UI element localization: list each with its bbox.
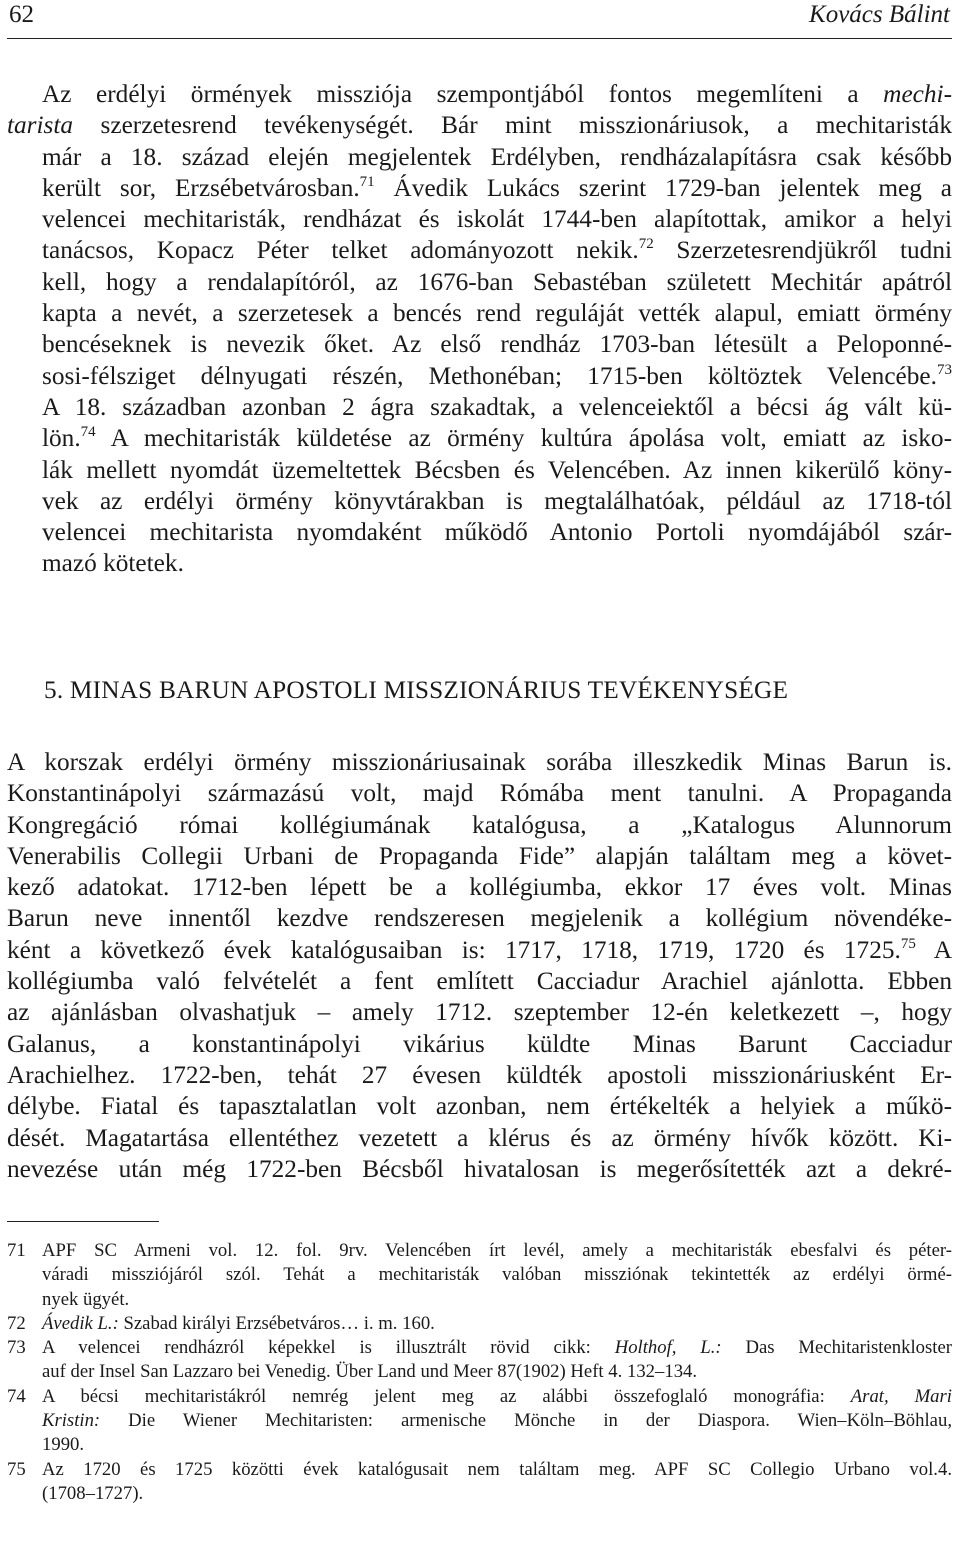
text-line: dését. Magatartása ellentéthez vezetett a klérus és az örmény hívők között. Ki- [7,1123,952,1152]
footnote-line: A velencei rendházról képekkel is illusztrált rövid cikk: Holthof, L.: Das Mechitaristenkloster [42,1337,952,1359]
footnote-line: nyek ügyét. [42,1288,130,1310]
footnote-line: váradi missziójáról szól. Tehát a mechitaristák valóban missziónak tekintették az erdélyi örmé- [42,1264,952,1286]
text-line: A 18. században azonban 2 ágra szakadtak, a velenceiektől a bécsi ág vált kü- [42,392,952,421]
footnote-71 [7,1239,952,1312]
text-line: tanácsos, Kopacz Péter telket adományozott nekik.$^{72}$ Szerzetesrendjükről tudni [42,236,952,265]
text-line: lön.$^{74}$ A mechitaristák küldetése az örmény kultúra ápolása volt, emiatt az isko- [42,424,952,453]
footnote-separator [7,1221,159,1222]
text-line: Venerabilis Collegii Urbani de Propaganda Fide” alapján találtam meg a követ- [7,841,952,870]
text-line: mazó kötetek. [42,549,184,578]
text-line: Galanus, a konstantinápolyi vikárius küldte Minas Barunt Cacciadur [7,1029,952,1058]
running-header [7,0,952,39]
text-line: délybe. Fiatal és tapasztalatlan volt azonban, nem értékelték a helyiek a műkö- [7,1092,952,1121]
page-number: 62 [9,1,34,28]
text-line: került sor, Erzsébetvárosban.$^{71}$ Ávedik Lukács szerint 1729-ban jelentek meg a [42,173,952,202]
paragraph-minas-barun [7,747,952,1185]
footnote-72 [7,1312,952,1336]
running-header-author: Kovács Bálint [809,1,950,28]
text-line: kell, hogy a rendalapítóról, az 1676-ban Sebastéban született Mechitár apátról [42,267,952,296]
text-line: kező adatokat. 1712-ben lépett be a kollégiumba, ekkor 17 éves volt. Minas [7,873,952,902]
footnote-ref-73[interactable]: 73 [937,361,952,378]
text-line: Kongregáció római kollégiumának katalógusa, a „Katalogus Alunnorum [7,810,952,839]
footnote-line: Kristin: Die Wiener Mechitaristen: armenische Mönche in der Diaspora. Wien–Köln–Böhlau, [42,1410,952,1432]
footnote-number: 71 [7,1240,26,1261]
footnote-75 [7,1458,952,1507]
text-line: Az erdélyi örmények missziója szempontjából fontos megemlíteni a mechi- [42,80,952,108]
footnote-74 [7,1385,952,1458]
text-line: sosi-félsziget délnyugati részén, Methonéban; 1715-ben költöztek Velencébe.$^{73}$ [42,361,952,390]
text-line: tarista szerzetesrend tevékenységét. Bár mint misszionáriusok, a mechitaristák [7,111,952,140]
text-line: Konstantinápolyi származású volt, majd Rómába ment tanulni. A Propaganda [7,779,952,808]
footnote-ref-74[interactable]: 74 [80,424,96,441]
text-line: ként a következő évek katalógusaiban is: 1717, 1718, 1719, 1720 és 1725.75 A [7,935,952,964]
text-line: kollégiumba való felvételét a fent említett Cacciadur Arachiel ajánlotta. Ebben [7,967,952,996]
text-line: kapta a nevét, a szerzetesek a bencés rend reguláját vették alapul, emiatt örmény [42,299,952,328]
footnote-number: 73 [7,1337,26,1359]
text-line: Barun neve innentől kezdve rendszeresen megjelenik a kollégium növendéke- [7,904,952,933]
footnote-line: APF SC Armeni vol. 12. fol. 9rv. Velencében írt levél, amely a mechitaristák ebesfalvi és péter- [42,1240,952,1261]
text-line: A korszak erdélyi örmény misszionáriusainak sorába illeszkedik Minas Barun is. [7,748,952,776]
footnote-ref-75[interactable]: 75 [900,935,916,952]
text-line: bencéseknek is nevezik őket. Az első rendház 1703-ban létesült a Peloponné- [42,330,952,359]
footnote-line: auf der Insel San Lazzaro bei Venedig. Über Land und Meer 87(1902) Heft 4. 132–134. [42,1361,698,1383]
text-line: vek az erdélyi örmény könyvtárakban is megtalálhatóak, például az 1718-tól [42,486,952,515]
text-line: velencei mechitaristák, rendházat és iskolát 1744-ben alapítottak, amikor a helyi [42,205,952,234]
text-line: már a 18. század elején megjelentek Erdélyben, rendházalapításra csak később [42,142,952,171]
footnote-73 [7,1336,952,1385]
text-line: nevezése után még 1722-ben Bécsből hivatalosan is megerősítették azt a dekré- [7,1154,952,1183]
footnote-line: A bécsi mechitaristákról nemrég jelent meg az alábbi összefoglaló monográfia: Arat, Mari [42,1385,952,1407]
footnote-ref-71[interactable]: 71 [359,173,375,190]
footnote-ref-72[interactable]: 72 [638,236,654,253]
footnote-line: 1990. [42,1434,85,1456]
text-line: lák mellett nyomdát üzemeltettek Bécsben és Velencében. Az innen kikerülő köny- [42,455,952,484]
footnote-number: 74 [7,1385,26,1407]
paragraph-mechitarists [7,79,952,580]
text-line: az ajánlásban olvashatjuk – amely 1712. szeptember 12-én keletkezett –, hogy [7,998,952,1027]
footnotes [7,1239,952,1506]
footnote-number: 75 [7,1458,26,1480]
section-heading: 5. MINAS BARUN APOSTOLI MISSZIONÁRIUS TEVÉKENYSÉGE [44,676,789,704]
footnote-number: 72 [7,1312,26,1334]
text-line: Arachielhez. 1722-ben, tehát 27 évesen küldték apostoli misszionáriusként Er- [7,1060,952,1089]
footnote-line: (1708–1727). [42,1482,144,1504]
text-line: velencei mechitarista nyomdaként működő Antonio Portoli nyomdájából szár- [42,518,952,547]
footnote-line: Ávedik L.: Szabad királyi Erzsébetváros… i. m. 160. [42,1312,435,1334]
footnote-line: Az 1720 és 1725 közötti évek katalógusait nem találtam meg. APF SC Collegio Urbano vol.4. [42,1458,952,1480]
